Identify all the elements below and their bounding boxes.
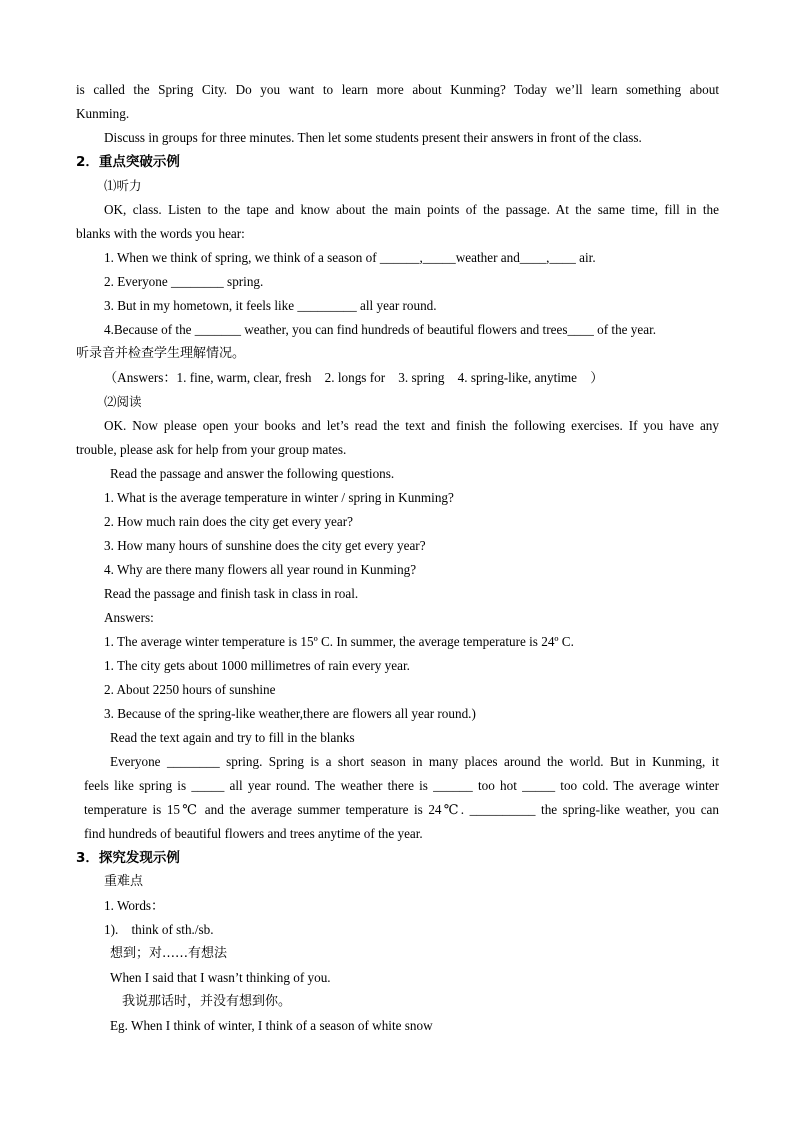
section-heading-3: 3．探究发现示例	[76, 850, 180, 866]
answer-2: 1. The city gets about 1000 millimetres of rain every year.	[104, 658, 410, 673]
phrase-1: 1). think of sth./sb.	[104, 922, 214, 937]
answer-3: 2. About 2250 hours of sunshine	[104, 682, 276, 697]
listening-item-3: 3. But in my hometown, it feels like _________ all year round.	[104, 298, 437, 313]
question-2: 2. How much rain does the city get every year?	[104, 514, 354, 529]
reading-instruction-2: trouble, please ask for help from your group mates.	[76, 442, 347, 457]
question-3: 3. How many hours of sunshine does the city get every year?	[104, 538, 426, 553]
fill-passage-2: feels like spring is _____ all year round. The weather there is ______ too hot _____ too cold. The average winter	[84, 778, 719, 793]
intro-line-2: Kunming.	[76, 106, 130, 121]
listening-item-4: 4.Because of the _______ weather, you can find hundreds of beautiful flowers and trees____ of the year.	[104, 322, 657, 337]
discuss-instruction: Discuss in groups for three minutes. Then let some students present their answers in front of the class.	[104, 130, 642, 145]
listening-instruction-2: blanks with the words you hear:	[76, 226, 245, 241]
words-label: 1. Words：	[104, 898, 165, 913]
example-sentence-1: When I said that I wasn’t thinking of you.	[110, 970, 331, 985]
fill-blanks-label: Read the text again and try to fill in the blanks	[110, 730, 355, 745]
fill-passage-3: temperature is 15℃ and the average summer temperature is 24℃. __________ the spring-like weather, you can	[84, 802, 719, 817]
fill-passage-1: Everyone ________ spring. Spring is a short season in many places around the world. But in Kunming, it	[110, 754, 719, 769]
listening-instruction-1: OK, class. Listen to the tape and know about the main points of the passage. At the same time, fill in the	[104, 202, 719, 217]
document-page	[76, 78, 719, 1038]
reading-label: ⑵阅读	[104, 394, 142, 409]
answer-1: 1. The average winter temperature is 15º C. In summer, the average temperature is 24º C.	[104, 634, 574, 649]
example-sentence-2: Eg. When I think of winter, I think of a season of white snow	[110, 1018, 433, 1033]
roal-task-label: Read the passage and finish task in class in roal.	[104, 586, 359, 601]
phrase-1-meaning: 想到；对……有想法	[110, 946, 228, 961]
reading-task-label: Read the passage and answer the following questions.	[110, 466, 395, 481]
fill-passage-4: find hundreds of beautiful flowers and trees anytime of the year.	[84, 826, 423, 841]
section-heading-2: 2．重点突破示例	[76, 154, 180, 170]
answer-4: 3. Because of the spring-like weather,there are flowers all year round.)	[104, 706, 476, 721]
listening-item-2: 2. Everyone ________ spring.	[104, 274, 264, 289]
intro-line-1: is called the Spring City. Do you want to learn more about Kunming? Today we’ll learn something about	[76, 82, 719, 97]
example-translation-1: 我说那话时，并没有想到你。	[122, 994, 292, 1009]
listening-label: ⑴听力	[104, 178, 142, 193]
answers-label: Answers:	[104, 610, 154, 625]
listening-check-note: 听录音并检查学生理解情况。	[76, 346, 246, 361]
question-1: 1. What is the average temperature in winter / spring in Kunming?	[104, 490, 454, 505]
key-points-label: 重难点	[104, 874, 144, 889]
question-4: 4. Why are there many flowers all year round in Kunming?	[104, 562, 417, 577]
reading-instruction-1: OK. Now please open your books and let’s read the text and finish the following exercises. If you have any	[104, 418, 719, 433]
listening-item-1: 1. When we think of spring, we think of a season of ______,_____weather and____,____ air.	[104, 250, 596, 265]
listening-answers: （Answers：1. fine, warm, clear, fresh 2. longs for 3. spring 4. spring-like, anytime ）	[104, 370, 604, 385]
